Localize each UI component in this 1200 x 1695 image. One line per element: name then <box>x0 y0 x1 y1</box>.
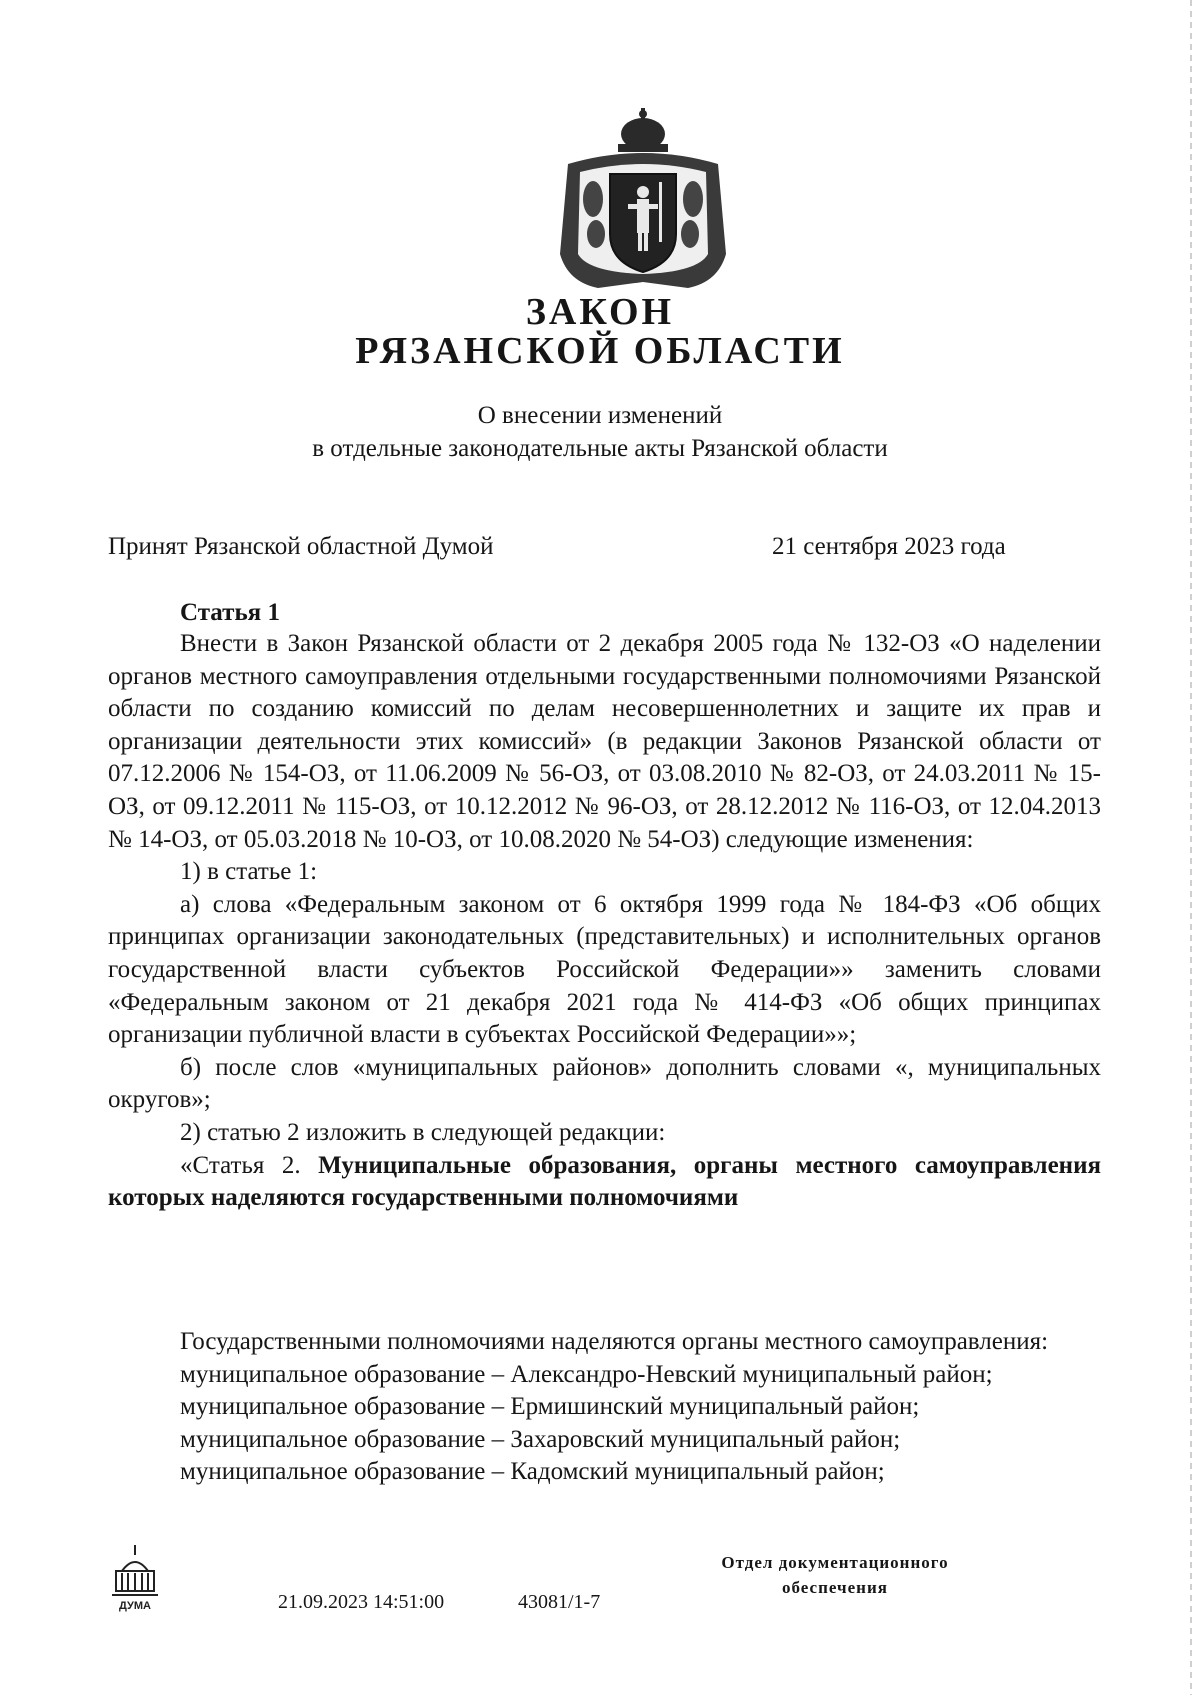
registration-timestamp: 21.09.2023 14:51:00 <box>278 1591 445 1613</box>
municipality-list-item: муниципальное образование – Ермишинский муниципальный район; <box>180 1393 920 1421</box>
new-article-intro: Государственными полномочиями наделяются органы местного самоуправления: <box>180 1328 1049 1355</box>
municipality-list-item: муниципальное образование – Кадомский муниципальный район; <box>180 1458 885 1486</box>
amendment-item-1a: а) слова «Федеральным законом от 6 октября 1999 года № 184-ФЗ «Об общих принципах организации законодательных (представительных) и исполнительных органов государственной власти субъектов Российской Федерации»» заменить словами «Федеральным законом от 21 декабря 2021 года № 414-ФЗ «Об общих принципах организации публичной власти в субъектах Российской Федерации»»; <box>108 890 1101 1049</box>
article-body <box>108 628 1101 1215</box>
law-subject-line-1: О внесении изменений <box>477 402 723 429</box>
municipality-list-item: муниципальное образование – Александро-Невский муниципальный район; <box>180 1360 993 1388</box>
amendment-item-1: 1) в статье 1: <box>180 858 318 886</box>
article-intro-paragraph: Внести в Закон Рязанской области от 2 декабря 2005 года № 132-ОЗ «О наделении органов местного самоуправления отдельными государственными полномочиями Рязанской области по созданию комиссий по делам несовершеннолетних и защите их прав и организации деятельности этих комиссий» (в редакции Законов Рязанской области от 07.12.2006 № 154-ОЗ, от 11.06.2009 № 56-ОЗ, от 03.08.2010 № 82-ОЗ, от 24.03.2011 № 15-ОЗ, от 09.12.2011 № 115-ОЗ, от 10.12.2012 № 96-ОЗ, от 28.12.2012 № 116-ОЗ, от 12.04.2013 № 14-ОЗ, от 05.03.2018 № 10-ОЗ, от 10.08.2020 № 54-ОЗ) следующие изменения: <box>108 630 1101 853</box>
duma-building-icon <box>108 1541 162 1613</box>
article-heading: Статья 1 <box>180 599 280 626</box>
duma-logo-text: ДУМА <box>119 1600 151 1612</box>
registration-number: 43081/1-7 <box>518 1591 601 1613</box>
adopted-by: Принят Рязанской областной Думой <box>108 533 494 560</box>
adoption-date: 21 сентября 2023 года <box>772 533 1006 560</box>
amendment-item-2: 2) статью 2 изложить в следующей редакции: <box>180 1118 666 1146</box>
coat-of-arms-icon <box>548 104 738 296</box>
issuing-region-title: РЯЗАНСКОЙ ОБЛАСТИ <box>355 330 845 372</box>
document-type-title: ЗАКОН <box>525 291 675 333</box>
department-stamp-line-2: обеспечения <box>782 1578 888 1597</box>
new-article-body <box>108 1326 1101 1489</box>
department-stamp <box>690 1550 980 1600</box>
new-article-heading <box>108 1150 1101 1215</box>
new-article-title: Муниципальные образования, органы местного самоуправления которых наделяются государственными полномочиями <box>108 1151 1101 1212</box>
municipality-list-item: муниципальное образование – Захаровский муниципальный район; <box>180 1425 901 1453</box>
amendment-item-1b: б) после слов «муниципальных районов» дополнить словами «, муниципальных округов»; <box>108 1053 1101 1114</box>
new-article-prefix: «Статья 2. <box>180 1151 301 1179</box>
department-stamp-line-1: Отдел документационного <box>721 1553 949 1572</box>
law-subject-line-2: в отдельные законодательные акты Рязанской области <box>312 435 888 462</box>
scan-edge-line <box>1190 0 1192 1695</box>
